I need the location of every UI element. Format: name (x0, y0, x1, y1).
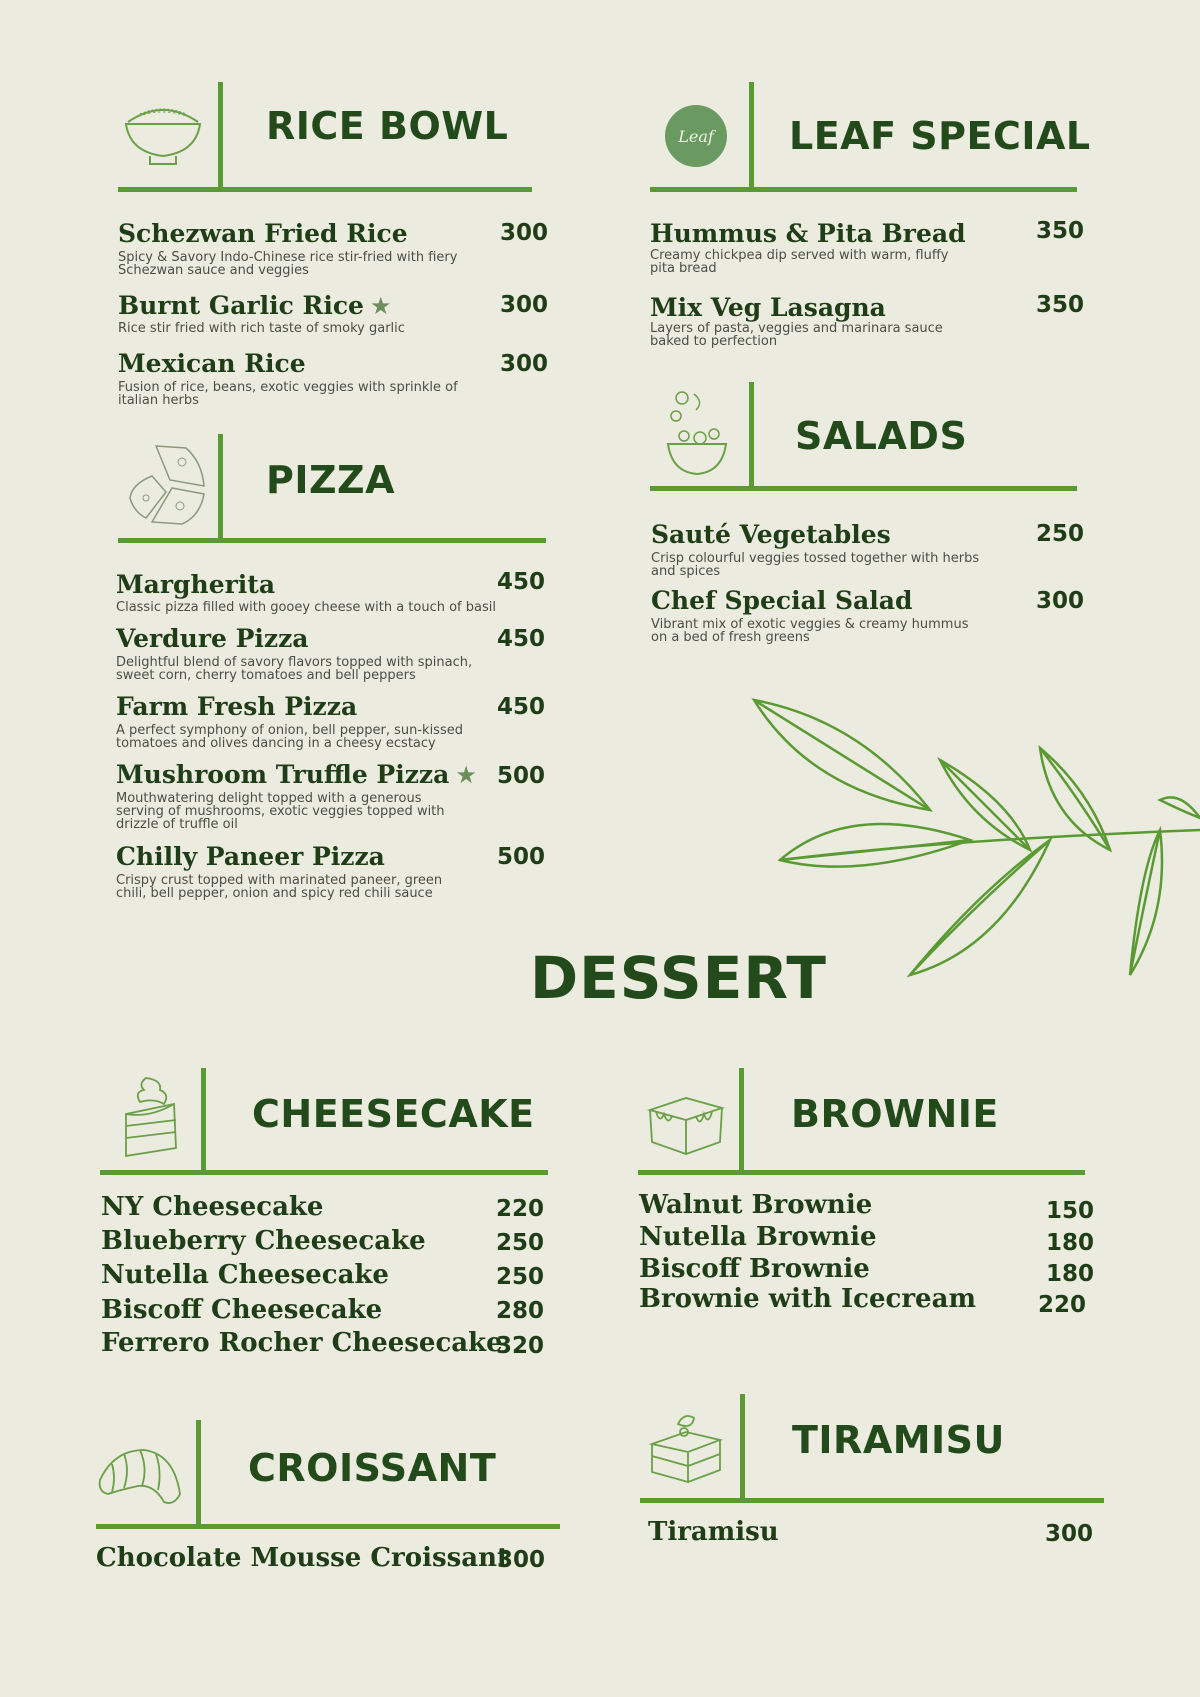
dessert-item-price: 250 (496, 1264, 545, 1290)
dessert-item-name: Biscoff Brownie (639, 1254, 870, 1284)
star-icon: ★ (455, 761, 477, 789)
menu-item-name: Schezwan Fried Rice (118, 219, 408, 248)
section-title: RICE BOWL (266, 104, 509, 148)
salad-bowl-icon (664, 386, 730, 478)
menu-item-name: Sauté Vegetables (651, 520, 891, 549)
pizza-icon (126, 442, 208, 528)
dessert-item-price: 250 (496, 1230, 545, 1256)
dessert-item-price: 180 (1046, 1230, 1095, 1256)
dessert-item-price: 220 (1038, 1292, 1087, 1318)
menu-item-price: 500 (497, 763, 546, 789)
section-title: TIRAMISU (792, 1418, 1005, 1462)
dessert-item-name: Biscoff Cheesecake (101, 1295, 383, 1325)
menu-item-name: Mexican Rice (118, 349, 306, 378)
menu-item-desc: Creamy chickpea dip served with warm, fluffy pita bread (650, 248, 949, 276)
cheesecake-icon (120, 1074, 186, 1160)
section-title: LEAF SPECIAL (789, 114, 1091, 158)
croissant-icon (94, 1444, 184, 1510)
leaf-logo (665, 105, 727, 167)
menu-item-price: 250 (1036, 521, 1085, 547)
menu-item-price: 300 (1036, 588, 1085, 614)
dessert-item-price: 300 (1045, 1521, 1094, 1547)
menu-item-price: 450 (497, 569, 546, 595)
menu-item-price: 450 (497, 626, 546, 652)
menu-item-price: 300 (500, 292, 549, 318)
dessert-item-name: Ferrero Rocher Cheesecake (101, 1328, 503, 1358)
menu-item-price: 300 (500, 220, 549, 246)
leaf-logo-text: Leaf (678, 126, 714, 146)
menu-item-desc: Vibrant mix of exotic veggies & creamy hummus on a bed of fresh greens (651, 617, 969, 645)
menu-item-desc: Fusion of rice, beans, exotic veggies with sprinkle of italian herbs (118, 380, 458, 408)
menu-item-price: 450 (497, 694, 546, 720)
menu-item-desc: Spicy & Savory Indo-Chinese rice stir-fried with fiery Schezwan sauce and veggies (118, 250, 458, 278)
dessert-item-name: Chocolate Mousse Croissant (96, 1543, 509, 1573)
star-icon: ★ (369, 292, 392, 320)
menu-item-desc: Crispy crust topped with marinated paneer, green chili, bell pepper, onion and spicy red chili sauce (116, 873, 443, 901)
dessert-item-name: Walnut Brownie (639, 1190, 873, 1220)
menu-item-name: Chef Special Salad (651, 586, 913, 615)
section-title: BROWNIE (791, 1092, 999, 1136)
dessert-item-price: 220 (496, 1196, 545, 1222)
menu-item-name: Farm Fresh Pizza (116, 692, 358, 721)
section-title: PIZZA (266, 458, 396, 502)
dessert-item-name: Brownie with Icecream (639, 1284, 976, 1314)
menu-item-desc: Rice stir fried with rich taste of smoky garlic (118, 321, 405, 336)
dessert-item-price: 180 (1046, 1261, 1095, 1287)
menu-item-name: Chilly Paneer Pizza (116, 842, 385, 871)
menu-item-name: Mix Veg Lasagna (650, 293, 886, 322)
menu-item-name: Verdure Pizza (116, 624, 309, 653)
menu-item-price: 350 (1036, 292, 1085, 318)
dessert-item-price: 300 (497, 1547, 546, 1573)
dessert-item-price: 320 (496, 1333, 545, 1359)
menu-item-desc: Crisp colourful veggies tossed together with herbs and spices (651, 551, 980, 579)
dessert-heading: DESSERT (530, 944, 827, 1012)
section-title: CROISSANT (248, 1446, 497, 1490)
menu-item-desc: A perfect symphony of onion, bell pepper, sun-kissed tomatoes and olives dancing in a cheesy ecstacy (116, 723, 463, 751)
menu-item-desc: Mouthwatering delight topped with a generous serving of mushrooms, exotic veggies topped with drizzle of truffle oil (116, 791, 445, 832)
dessert-item-name: Tiramisu (648, 1517, 779, 1547)
brownie-icon (646, 1092, 726, 1158)
dessert-item-price: 280 (496, 1298, 545, 1324)
dessert-item-name: Nutella Cheesecake (101, 1260, 389, 1290)
menu-item-price: 300 (500, 351, 549, 377)
dessert-item-name: Blueberry Cheesecake (101, 1226, 426, 1256)
menu-item-price: 500 (497, 844, 546, 870)
menu-item-name: Margherita (116, 570, 276, 599)
rice-bowl-icon (120, 92, 206, 168)
menu-item-name (118, 291, 391, 320)
menu-item-desc: Delightful blend of savory flavors topped with spinach, sweet corn, cherry tomatoes and bell peppers (116, 655, 473, 683)
dessert-item-price: 150 (1046, 1198, 1095, 1224)
tiramisu-icon (648, 1410, 724, 1486)
menu-item-price: 350 (1036, 218, 1085, 244)
menu-item-name-text: Burnt Garlic Rice (118, 291, 364, 320)
section-title: CHEESECAKE (252, 1092, 535, 1136)
menu-item-name-text: Mushroom Truffle Pizza (116, 760, 450, 789)
menu-item-name: Hummus & Pita Bread (650, 219, 966, 248)
menu-item-name (116, 760, 477, 789)
menu-item-desc: Layers of pasta, veggies and marinara sauce baked to perfection (650, 321, 943, 349)
dessert-item-name: NY Cheesecake (101, 1192, 324, 1222)
dessert-item-name: Nutella Brownie (639, 1222, 877, 1252)
menu-item-desc: Classic pizza filled with gooey cheese with a touch of basil (116, 600, 496, 615)
section-title: SALADS (795, 414, 968, 458)
